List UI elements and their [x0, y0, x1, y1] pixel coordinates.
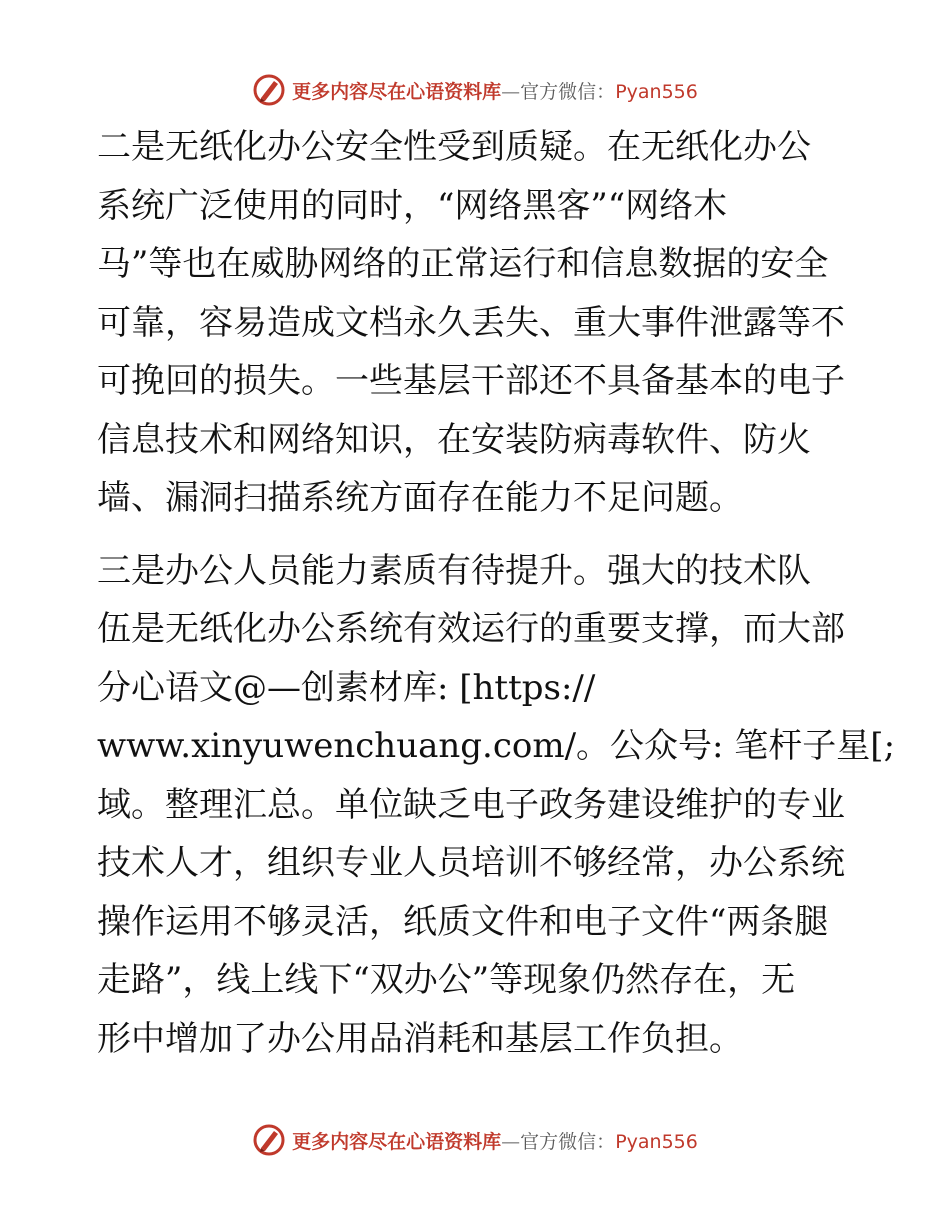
text-line: 三是办公人员能力素质有待提升。强大的技术队 [97, 550, 811, 591]
watermark-separator: — [501, 1130, 521, 1153]
paragraph-2 [97, 542, 896, 1069]
watermark-separator: — [501, 80, 521, 103]
text-line: 域。整理汇总。单位缺乏电子政务建设维护的专业 [97, 784, 845, 825]
text-line: 技术人才，组织专业人员培训不够经常，办公系统 [97, 843, 845, 883]
pen-logo-icon [252, 1123, 286, 1157]
text-line: www.xinyuwenchuang.com/。公众号: 笔杆子星[; [97, 726, 896, 766]
watermark-brand: 更多内容尽在心语资料库 [292, 80, 502, 103]
watermark-id: Pyan556 [615, 80, 698, 103]
watermark-id: Pyan556 [615, 1130, 698, 1153]
watermark-text [292, 1127, 698, 1154]
paragraph-1 [97, 118, 857, 528]
watermark-contact: 官方微信： [520, 1130, 616, 1153]
text-line: 操作运用不够灵活，纸质文件和电子文件“两条腿 [97, 901, 829, 942]
text-line: 分心语文@—创素材库: [https:// [97, 667, 596, 708]
text-line: 墙、漏洞扫描系统方面存在能力不足问题。 [97, 478, 743, 518]
text-line: 马”等也在威胁网络的正常运行和信息数据的安全 [97, 244, 829, 284]
watermark-text [292, 77, 698, 104]
document-body [97, 118, 896, 1068]
text-line: 可靠，容易造成文档永久丢失、重大事件泄露等不 [97, 302, 845, 343]
header-watermark [0, 70, 950, 110]
text-line: 形中增加了办公用品消耗和基层工作负担。 [97, 1018, 743, 1059]
text-line: 走路”，线上线下“双办公”等现象仍然存在，无 [97, 960, 796, 1000]
text-line: 系统广泛使用的同时，“网络黑客”“网络木 [97, 185, 728, 226]
text-line: 伍是无纸化办公系统有效运行的重要支撑，而大部 [97, 609, 845, 649]
watermark-brand: 更多内容尽在心语资料库 [292, 1130, 502, 1153]
footer-watermark [0, 1120, 950, 1160]
text-line: 可挽回的损失。一些基层干部还不具备基本的电子 [97, 361, 845, 401]
watermark-contact: 官方微信： [520, 80, 616, 103]
pen-logo-icon [252, 73, 286, 107]
text-line: 信息技术和网络知识，在安装防病毒软件、防火 [97, 419, 811, 460]
text-line: 二是无纸化办公安全性受到质疑。在无纸化办公 [97, 127, 811, 167]
